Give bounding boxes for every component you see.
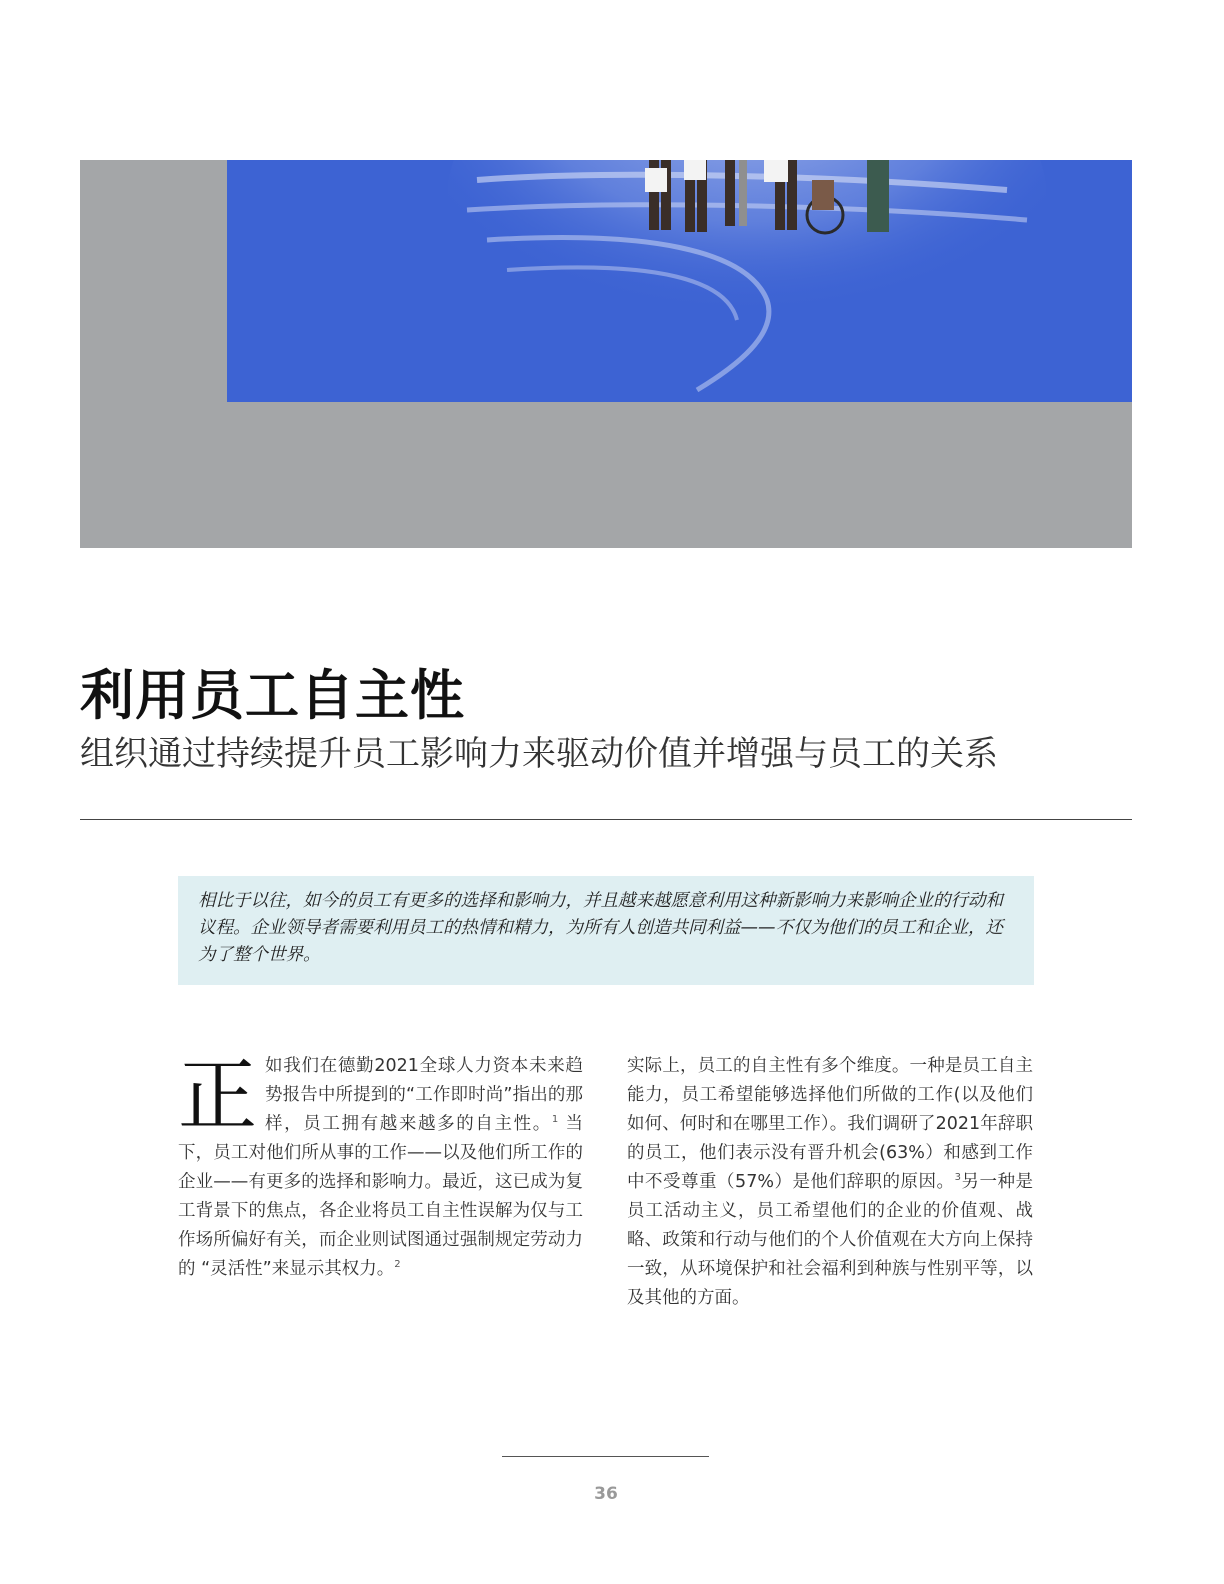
footnote-ref[interactable]: 1: [551, 1114, 559, 1126]
intro-callout: [178, 876, 1034, 985]
people-silhouettes-image: [227, 160, 1132, 402]
body-column-left: [178, 1052, 583, 1284]
page-subtitle: 组织通过持续提升员工影响力来驱动价值并增强与员工的关系: [80, 734, 998, 774]
dropcap: 正: [178, 1050, 257, 1142]
page-title: 利用员工自主性: [80, 664, 465, 727]
footer-divider: [502, 1456, 709, 1457]
body-text: 实际上，员工的自主性有多个维度。一种是员工自主能力，员工希望能够选择他们所做的工作(以及他们如何、何时和在哪里工作）。我们调研了2021年辞职的员工，他们表示没有晋升机会(63%）和感到工作中不受尊重（57%）是他们辞职的原因。: [627, 1056, 1033, 1192]
footnote-ref[interactable]: 3: [954, 1172, 961, 1184]
callout-text: 相比于以往，如今的员工有更多的选择和影响力，并且越来越愿意利用这种新影响力来影响企业的行动和议程。企业领导者需要利用员工的热情和精力，为所有人创造共同利益——不仅为他们的员工和企业，还为了整个世界。: [198, 891, 1003, 965]
body-text: 当下，员工对他们所从事的工作——以及他们所工作的企业——有更多的选择和影响力。最近，这已成为复工背景下的焦点，各企业将员工自主性误解为仅与工作场所偏好有关，而企业则试图通过强制规定劳动力的 “灵活性”来显示其权力。: [178, 1114, 583, 1279]
body-text: 另一种是员工活动主义，员工希望他们的企业的价值观、战略、政策和行动与他们的个人价值观在大方向上保持一致，从环境保护和社会福利到种族与性别平等，以及其他的方面。: [627, 1172, 1033, 1308]
footnote-ref[interactable]: 2: [394, 1259, 401, 1271]
body-column-right: [627, 1052, 1033, 1313]
hero-image: [227, 160, 1132, 402]
body-text: 如我们在德勤2021全球人力资本未来趋势报告中所提到的“工作即时尚”指出的那样，员工拥有越来越多的自主性。: [265, 1056, 583, 1134]
page-number: 36: [594, 1484, 618, 1504]
title-divider: [80, 819, 1132, 820]
